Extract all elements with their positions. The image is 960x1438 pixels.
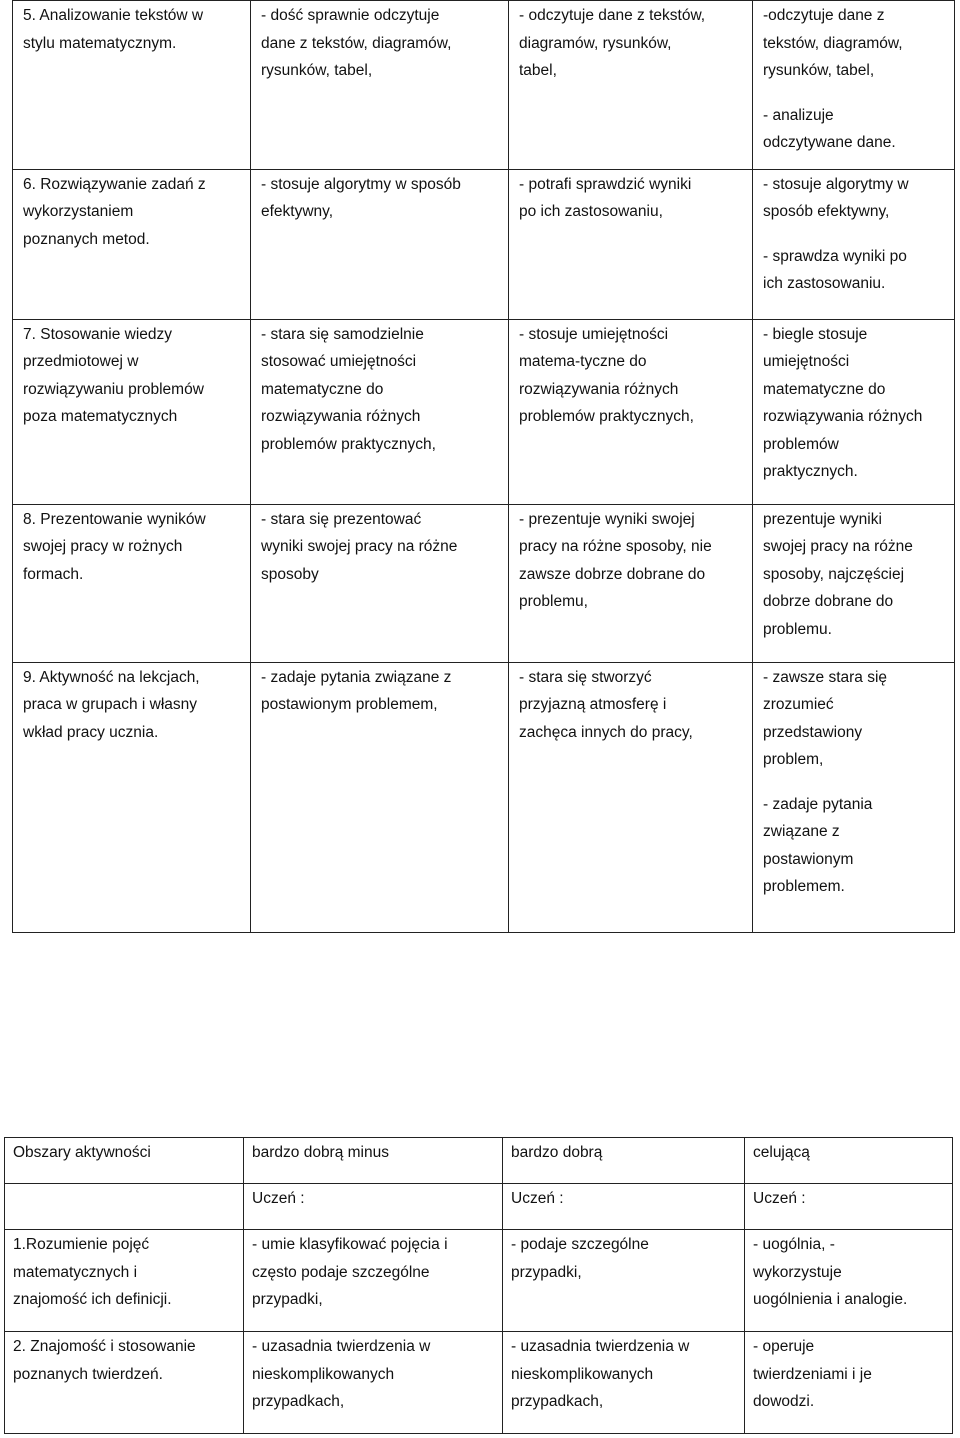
cell-text: 8. Prezentowanie wyników swojej pracy w rożnych formach. (23, 510, 206, 583)
table-cell (13, 504, 251, 662)
column-header (503, 1138, 745, 1184)
cell-text: - stara się samodzielnie stosować umiejętności matematyczne do rozwiązywania różnych problemów praktycznych, (261, 325, 436, 453)
table-cell (5, 1230, 244, 1332)
table-cell (753, 662, 955, 932)
cell-text: - sprawdza wyniki po ich zastosowaniu. (763, 247, 907, 292)
cell-text: - stosuje algorytmy w sposób efektywny, (261, 175, 461, 220)
table-cell (745, 1230, 953, 1332)
column-header (5, 1138, 244, 1184)
cell-text: - umie klasyfikować pojęcia i często podaje szczególne przypadki, (252, 1236, 448, 1308)
table-cell (251, 1, 509, 170)
table-subheader-row (5, 1184, 953, 1230)
cell-text: - prezentuje wyniki swojej pracy na różne sposoby, nie zawsze dobrze dobrane do problemu, (519, 510, 712, 610)
table-row (13, 504, 955, 662)
cell-text: - biegle stosuje umiejętności matematyczne do rozwiązywania różnych problemów praktycznych. (763, 325, 923, 480)
table-cell (745, 1184, 953, 1230)
cell-text: - zadaje pytania związane z postawionym problemem. (763, 795, 873, 895)
table-cell (753, 319, 955, 504)
table-cell (244, 1184, 503, 1230)
table-cell (503, 1230, 745, 1332)
table-cell (251, 662, 509, 932)
header-text: bardzo dobrą minus (252, 1144, 389, 1161)
table-cell (509, 504, 753, 662)
table-cell (753, 1, 955, 170)
table-cell (745, 1332, 953, 1434)
table-cell (509, 319, 753, 504)
cell-text: 1.Rozumienie pojęć matematycznych i znajomość ich definicji. (13, 1236, 172, 1308)
cell-text: - stara się prezentować wyniki swojej pracy na różne sposoby (261, 510, 458, 583)
table-cell (13, 662, 251, 932)
table-row (5, 1230, 953, 1332)
cell-text: 9. Aktywność na lekcjach, praca w grupach i własny wkład pracy ucznia. (23, 668, 200, 741)
column-header (244, 1138, 503, 1184)
cell-text: - stara się stworzyć przyjazną atmosferę i zachęca innych do pracy, (519, 668, 693, 741)
table-cell (13, 169, 251, 319)
table-cell (244, 1332, 503, 1434)
header-text: Obszary aktywności (13, 1144, 151, 1161)
column-header (745, 1138, 953, 1184)
table-cell (753, 169, 955, 319)
cell-text: 2. Znajomość i stosowanie poznanych twierdzeń. (13, 1338, 196, 1383)
table-header-row (5, 1138, 953, 1184)
cell-text: prezentuje wyniki swojej pracy na różne sposoby, najczęściej dobrze dobrane do problemu. (763, 510, 913, 638)
table-cell (251, 169, 509, 319)
table-row (13, 1, 955, 170)
table-cell (503, 1332, 745, 1434)
cell-text: - zawsze stara się zrozumieć przedstawiony problem, (763, 668, 888, 768)
cell-text: 7. Stosowanie wiedzy przedmiotowej w rozwiązywaniu problemów poza matematycznych (23, 325, 204, 425)
table-cell (13, 319, 251, 504)
criteria-table-top (12, 0, 955, 933)
cell-text: - potrafi sprawdzić wyniki po ich zastosowaniu, (519, 175, 692, 220)
header-text: bardzo dobrą (511, 1144, 603, 1161)
cell-text: - analizuje odczytywane dane. (763, 106, 896, 151)
cell-text: - uogólnia, - wykorzystuje uogólnienia i analogie. (753, 1236, 908, 1308)
cell-text: 6. Rozwiązywanie zadań z wykorzystaniem poznanych metod. (23, 175, 206, 248)
cell-text: - podaje szczególne przypadki, (511, 1236, 649, 1281)
table-cell (503, 1184, 745, 1230)
cell-text: - stosuje umiejętności matema-tyczne do rozwiązywania różnych problemów praktycznych, (519, 325, 694, 425)
header-text: celującą (753, 1144, 810, 1161)
table-cell (251, 319, 509, 504)
cell-text: - uzasadnia twierdzenia w nieskomplikowanych przypadkach, (511, 1338, 690, 1410)
cell-text: -odczytuje dane z tekstów, diagramów, rysunków, tabel, (763, 7, 903, 79)
table-cell (251, 504, 509, 662)
table-cell (244, 1230, 503, 1332)
table-cell (5, 1332, 244, 1434)
table-cell (13, 1, 251, 170)
table-row (13, 169, 955, 319)
cell-text: - operuje twierdzeniami i je dowodzi. (753, 1338, 872, 1410)
table-row (13, 662, 955, 932)
table-cell (509, 169, 753, 319)
cell-text: - odczytuje dane z tekstów, diagramów, rysunków, tabel, (519, 7, 706, 79)
table-cell (5, 1184, 244, 1230)
table-row (13, 319, 955, 504)
cell-text: - uzasadnia twierdzenia w nieskomplikowanych przypadkach, (252, 1338, 431, 1410)
cell-text: 5. Analizowanie tekstów w stylu matematycznym. (23, 7, 204, 52)
table-row (5, 1332, 953, 1434)
table-cell (509, 1, 753, 170)
table-cell (509, 662, 753, 932)
cell-text: - dość sprawnie odczytuje dane z tekstów, diagramów, rysunków, tabel, (261, 7, 452, 79)
subheader-text: Uczeń : (511, 1190, 564, 1207)
criteria-table-bottom (4, 1137, 953, 1434)
cell-text: - stosuje algorytmy w sposób efektywny, (763, 175, 909, 220)
cell-text: - zadaje pytania związane z postawionym problemem, (261, 668, 452, 713)
table-cell (753, 504, 955, 662)
subheader-text: Uczeń : (753, 1190, 806, 1207)
subheader-text: Uczeń : (252, 1190, 305, 1207)
